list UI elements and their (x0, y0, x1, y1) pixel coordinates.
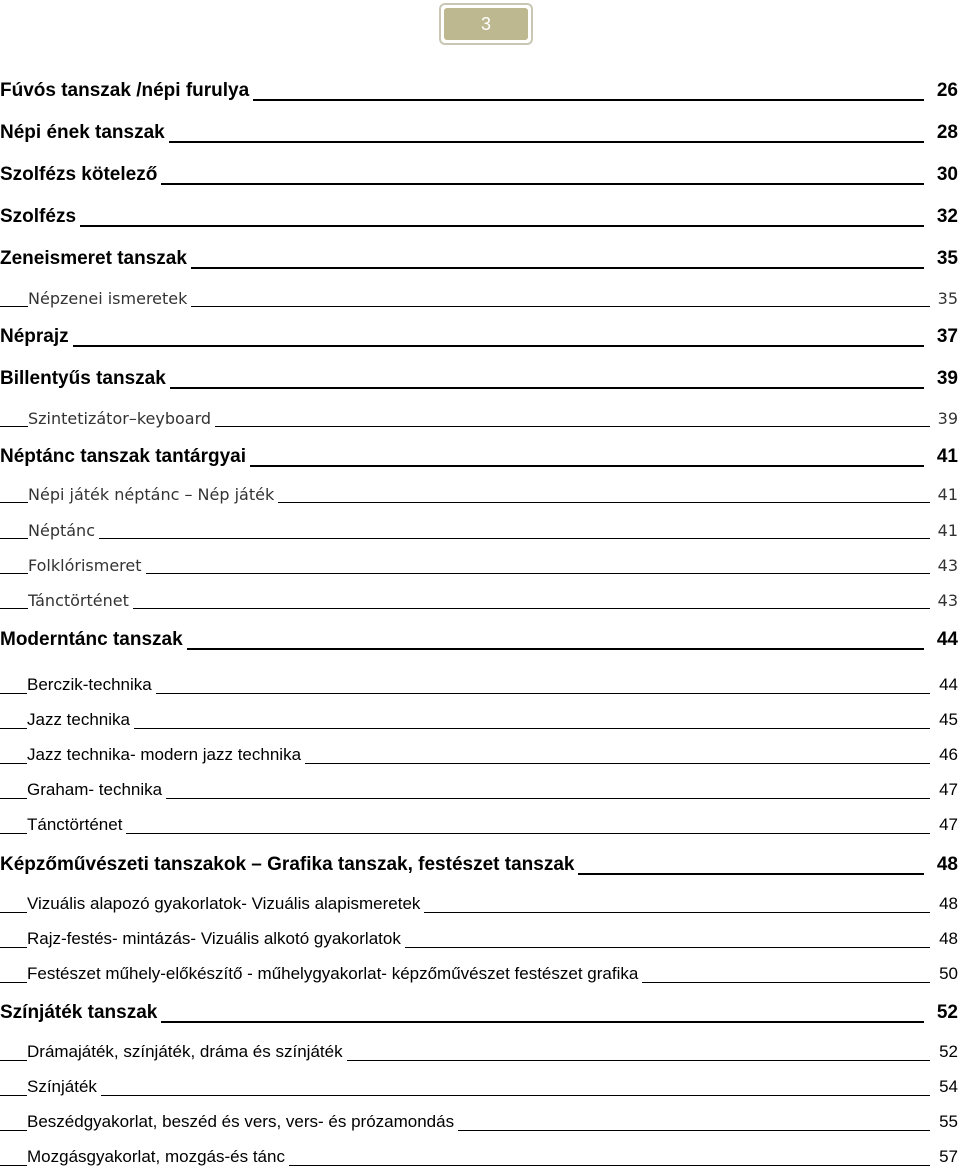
toc-entry[interactable] (0, 1143, 960, 1171)
toc-entry-page: 50 (939, 964, 958, 983)
toc-entry[interactable] (0, 1000, 960, 1028)
toc-leader-line (0, 345, 924, 347)
toc-entry[interactable] (0, 444, 960, 472)
toc-leader-line (0, 728, 930, 729)
toc-entry[interactable] (0, 480, 960, 508)
toc-entry[interactable] (0, 366, 960, 394)
toc-entry-page: 35 (937, 289, 958, 308)
toc-entry[interactable] (0, 586, 960, 614)
toc-entry[interactable] (0, 516, 960, 544)
toc-entry-title: Néprajz (0, 326, 73, 348)
toc-entry-page: 55 (939, 1112, 958, 1131)
toc-entry-title: Szolfézs (0, 206, 80, 228)
toc-entry-page: 47 (939, 780, 958, 799)
toc-entry-title: Graham- technika (27, 780, 166, 800)
toc-entry[interactable] (0, 890, 960, 918)
toc-entry[interactable] (0, 204, 960, 232)
toc-entry-title: Színjáték tanszak (0, 1002, 161, 1024)
toc-entry-title: Színjáték (27, 1077, 101, 1097)
toc-entry-page: 44 (939, 675, 958, 694)
toc-entry-page: 39 (936, 368, 958, 389)
toc-entry-title: Moderntánc tanszak (0, 629, 187, 651)
toc-entry-page: 41 (936, 446, 958, 467)
toc-entry-title: Jazz technika- modern jazz technika (27, 745, 305, 765)
toc-entry[interactable] (0, 960, 960, 988)
toc-entry-page: 32 (936, 206, 958, 227)
page-number-badge-fill (444, 8, 528, 40)
toc-entry-page: 44 (936, 629, 958, 650)
toc-entry[interactable] (0, 551, 960, 579)
toc-entry-page: 46 (939, 745, 958, 764)
toc-entry-page: 48 (939, 894, 958, 913)
toc-entry-page: 26 (936, 80, 958, 101)
toc-entry[interactable] (0, 671, 960, 699)
toc-entry-title: Rajz-festés- mintázás- Vizuális alkotó gyakorlatok (27, 929, 405, 949)
page-number: 3 (480, 13, 491, 34)
toc-entry-title: Billentyűs tanszak (0, 368, 170, 390)
toc-entry[interactable] (0, 404, 960, 432)
toc-entry-page: 48 (936, 854, 958, 875)
toc-entry-page: 41 (937, 521, 958, 540)
toc-entry-title: Szintetizátor–keyboard (28, 409, 215, 428)
toc-entry[interactable] (0, 925, 960, 953)
toc-entry[interactable] (0, 811, 960, 839)
toc-entry-title: Népi játék néptánc – Nép játék (28, 485, 278, 504)
toc-entry-page: 43 (937, 556, 958, 575)
toc-entry-title: Néptánc tanszak tantárgyai (0, 446, 250, 468)
toc-entry[interactable] (0, 1038, 960, 1066)
toc-entry-title: Néptánc (28, 521, 99, 540)
toc-entry[interactable] (0, 1108, 960, 1136)
toc-leader-line (0, 833, 930, 834)
toc-entry-page: 57 (939, 1147, 958, 1166)
toc-entry-page: 28 (936, 122, 958, 143)
toc-entry[interactable] (0, 284, 960, 312)
toc-entry[interactable] (0, 324, 960, 352)
toc-entry-title: Népi ének tanszak (0, 122, 169, 144)
toc-leader-line (0, 608, 930, 609)
toc-entry-title: Tánctörténet (28, 591, 133, 610)
toc-entry[interactable] (0, 627, 960, 655)
toc-entry-page: 43 (937, 591, 958, 610)
toc-entry[interactable] (0, 852, 960, 880)
toc-entry-title: Mozgásgyakorlat, mozgás-és tánc (27, 1147, 289, 1167)
toc-leader-line (0, 1095, 930, 1096)
toc-entry-title: Képzőművészeti tanszakok – Grafika tanszak, festészet tanszak (0, 854, 578, 876)
toc-entry-title: Berczik-technika (27, 675, 156, 695)
toc-entry-page: 35 (936, 248, 958, 269)
toc-entry-page: 47 (939, 815, 958, 834)
toc-entry-title: Fúvós tanszak /népi furulya (0, 80, 253, 102)
toc-entry-page: 54 (939, 1077, 958, 1096)
toc-entry[interactable] (0, 706, 960, 734)
toc-entry[interactable] (0, 776, 960, 804)
toc-entry[interactable] (0, 120, 960, 148)
toc-entry-title: Vizuális alapozó gyakorlatok- Vizuális alapismeretek (27, 894, 424, 914)
toc-entry-page: 45 (939, 710, 958, 729)
toc-entry-title: Festészet műhely-előkészítő - műhelygyakorlat- képzőművészet festészet grafika (27, 964, 642, 984)
toc-entry-page: 39 (937, 409, 958, 428)
toc-leader-line (0, 225, 924, 227)
toc-entry-title: Népzenei ismeretek (28, 289, 191, 308)
toc-entry-title: Zeneismeret tanszak (0, 248, 191, 270)
toc-entry-page: 52 (936, 1002, 958, 1023)
toc-entry-title: Folklórismeret (28, 556, 146, 575)
toc-entry[interactable] (0, 78, 960, 106)
page-number-badge (439, 3, 533, 45)
toc-entry-page: 41 (937, 485, 958, 504)
toc-entry-page: 52 (939, 1042, 958, 1061)
toc-entry-title: Jazz technika (27, 710, 134, 730)
toc-leader-line (0, 538, 930, 539)
toc-entry[interactable] (0, 741, 960, 769)
toc-entry-page: 37 (936, 326, 958, 347)
toc-entry-page: 48 (939, 929, 958, 948)
toc-entry[interactable] (0, 162, 960, 190)
toc-entry-title: Drámajáték, színjáték, dráma és színjáték (27, 1042, 347, 1062)
toc-entry-title: Beszédgyakorlat, beszéd és vers, vers- és prózamondás (27, 1112, 458, 1132)
toc-entry[interactable] (0, 1073, 960, 1101)
toc-entry-page: 30 (936, 164, 958, 185)
toc-entry-title: Szolfézs kötelező (0, 164, 161, 186)
toc-entry-title: Tánctörténet (27, 815, 126, 835)
toc-entry[interactable] (0, 246, 960, 274)
